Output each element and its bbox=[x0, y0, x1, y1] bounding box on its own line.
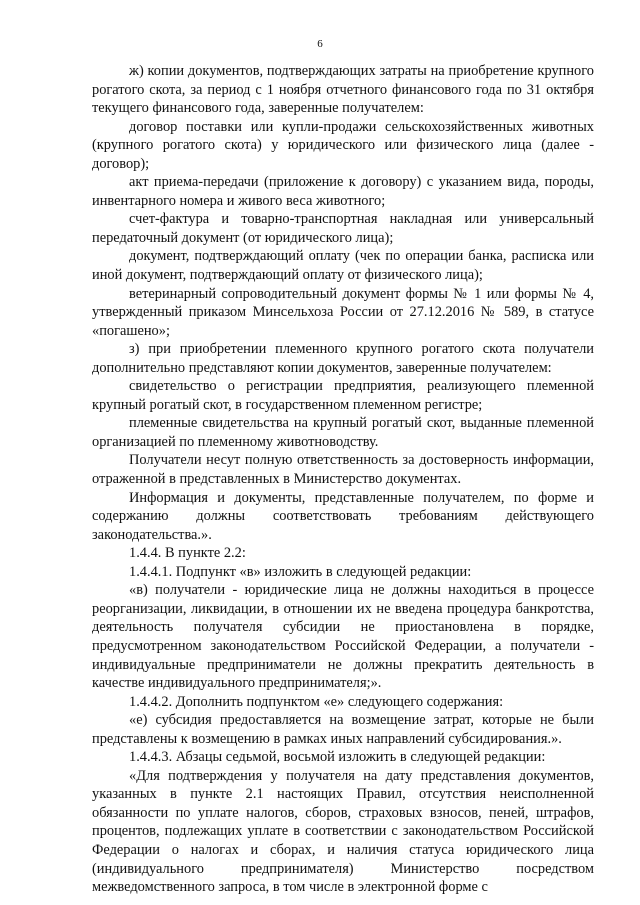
paragraph-v: «в) получатели - юридические лица не должны находиться в процессе реорганизации, ликвидации, в отношении их не введена процедура банкротства, деятельность получателя субсидии не приостановлена в порядке, предусмотренном законодательством Российской Федерации, а получатели - индивидуальные предприниматели не должны прекратить деятельность в качестве индивидуального предпринимателя;». bbox=[92, 582, 594, 692]
paragraph-1-4-4-2: 1.4.4.2. Дополнить подпунктом «е» следующего содержания: bbox=[129, 693, 504, 710]
paragraph-vet-document: ветеринарный сопроводительный документ формы № 1 или формы № 4, утвержденный приказом Минсельхоза России от 27.12.2016 № 589, в статусе «погашено»; bbox=[92, 285, 594, 339]
document-body bbox=[92, 62, 594, 897]
paragraph-1-4-4-3: 1.4.4.3. Абзацы седьмой, восьмой изложить в следующей редакции: bbox=[129, 749, 546, 766]
paragraph-1-4-4: 1.4.4. В пункте 2.2: bbox=[129, 545, 246, 562]
paragraph-akt: акт приема-передачи (приложение к договору) с указанием вида, породы, инвентарного номера и живого веса животного; bbox=[92, 174, 594, 209]
paragraph-z: з) при приобретении племенного крупного рогатого скота получатели дополнительно представляют копии документов, заверенные получателем: bbox=[92, 341, 594, 376]
paragraph-otvetstvennost: Получатели несут полную ответственность за достоверность информации, отраженной в представленных в Министерство документах. bbox=[92, 452, 594, 488]
paragraph-1-4-4-1: 1.4.4.1. Подпункт «в» изложить в следующей редакции: bbox=[129, 563, 472, 580]
paragraph-dogovor: договор поставки или купли-продажи сельскохозяйственных животных (крупного рогатого скота) у юридического или физического лица (далее - договор); bbox=[92, 118, 594, 172]
paragraph-informatsiya: Информация и документы, представленные получателем, по форме и содержанию должны соответствовать требованиям действующего законодательства.». bbox=[92, 489, 594, 543]
page-number: 6 bbox=[317, 38, 323, 50]
paragraph-oplata: документ, подтверждающий оплату (чек по операции банка, расписка или иной документ, подтверждающий оплату от физического лица); bbox=[92, 248, 594, 284]
paragraph-svidetelstvo: свидетельство о регистрации предприятия, реализующего племенной крупный рогатый скот, в государственном племенном регистре; bbox=[92, 378, 594, 413]
paragraph-podtverzhdenie: «Для подтверждения у получателя на дату представления документов, указанных в пункте 2.1 настоящих Правил, отсутствия неисполненной обязанности по уплате налогов, сборов, страховых взносов, пеней, штрафов, процентов, подлежащих уплате в соответствии с законодательством Российской Федерации о налогах и сборах, и наличия статуса юридического лица (индивидуального предпринимателя) Министерство посредством межведомственного запроса, в том числе в электронной форме с bbox=[92, 767, 594, 896]
paragraph-zh: ж) копии документов, подтверждающих затраты на приобретение крупного рогатого скота, за период с 1 ноября отчетного финансового года по 31 октября текущего финансового года, заверенные получателем: bbox=[92, 63, 594, 117]
paragraph-e: «е) субсидия предоставляется на возмещение затрат, которые не были представлены к возмещению в рамках иных направлений субсидирования.». bbox=[92, 712, 594, 747]
paragraph-plemennye: племенные свидетельства на крупный рогатый скот, выданные племенной организацией по племенному животноводству. bbox=[92, 415, 594, 450]
paragraph-schet-faktura: счет-фактура и товарно-транспортная накладная или универсальный передаточный документ (от юридического лица); bbox=[92, 211, 594, 246]
